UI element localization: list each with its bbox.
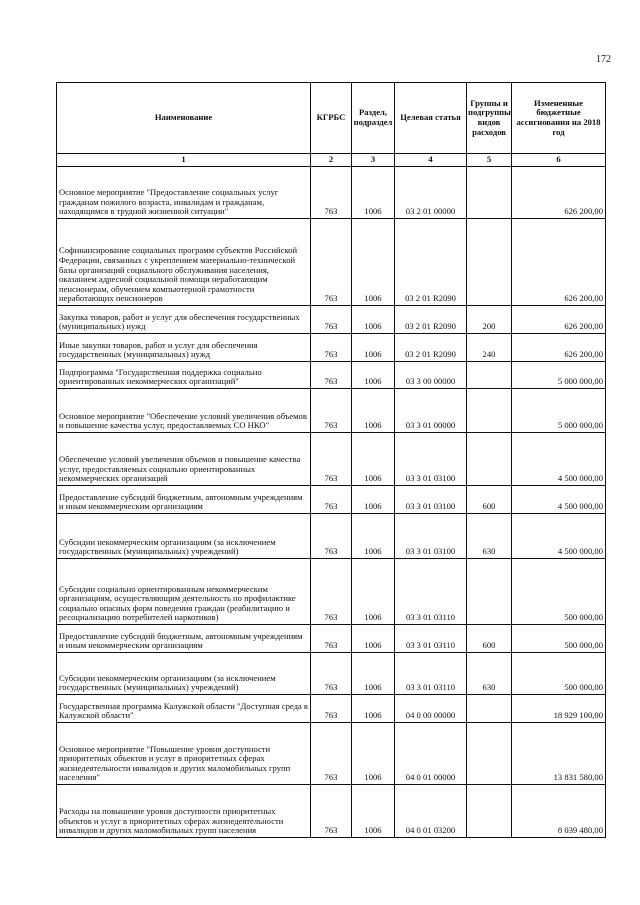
row-amount: 18 929 100,00 xyxy=(512,695,606,723)
row-amount: 13 831 580,00 xyxy=(512,723,606,785)
column-number-row xyxy=(57,154,606,167)
row-group xyxy=(467,433,512,486)
row-name: Основное мероприятие "Повышение уровня доступности приоритетных объектов и услуг в приоритетных сферах жизнедеятельности инвалидов и других маломобильных групп населения" xyxy=(57,723,311,785)
table-row xyxy=(57,723,606,785)
row-group: 200 xyxy=(467,306,512,334)
row-section: 1006 xyxy=(352,306,395,334)
table-row xyxy=(57,219,606,306)
row-target: 03 3 01 03110 xyxy=(395,559,467,625)
row-amount: 500 000,00 xyxy=(512,625,606,653)
row-group: 630 xyxy=(467,514,512,559)
row-target: 04 0 01 03200 xyxy=(395,785,467,838)
row-target: 03 3 00 00000 xyxy=(395,362,467,389)
column-number: 1 xyxy=(57,154,311,167)
column-number: 4 xyxy=(395,154,467,167)
row-name: Предоставление субсидий бюджетным, автономным учреждениям и иным некоммерческим организациям xyxy=(57,486,311,514)
row-section: 1006 xyxy=(352,389,395,433)
row-target: 03 3 01 03100 xyxy=(395,514,467,559)
header-kgrbs: КГРБС xyxy=(311,83,352,154)
row-kgrbs: 763 xyxy=(311,389,352,433)
row-name: Основное мероприятие "Предоставление социальных услуг гражданам пожилого возраста, инвалидам и гражданам, находящимся в трудной жизненной ситуации" xyxy=(57,167,311,219)
table-row xyxy=(57,625,606,653)
row-section: 1006 xyxy=(352,167,395,219)
page-number: 172 xyxy=(596,54,611,65)
row-section: 1006 xyxy=(352,653,395,695)
row-section: 1006 xyxy=(352,362,395,389)
row-kgrbs: 763 xyxy=(311,486,352,514)
row-amount: 5 000 000,00 xyxy=(512,362,606,389)
table-row xyxy=(57,334,606,362)
row-section: 1006 xyxy=(352,219,395,306)
row-kgrbs: 763 xyxy=(311,785,352,838)
column-number: 2 xyxy=(311,154,352,167)
row-kgrbs: 763 xyxy=(311,625,352,653)
row-section: 1006 xyxy=(352,486,395,514)
row-group xyxy=(467,695,512,723)
row-amount: 4 500 000,00 xyxy=(512,486,606,514)
row-section: 1006 xyxy=(352,514,395,559)
row-target: 03 3 01 03100 xyxy=(395,433,467,486)
table-row xyxy=(57,514,606,559)
row-group xyxy=(467,219,512,306)
row-kgrbs: 763 xyxy=(311,695,352,723)
row-kgrbs: 763 xyxy=(311,433,352,486)
row-target: 03 3 01 03100 xyxy=(395,486,467,514)
header-name: Наименование xyxy=(57,83,311,154)
row-amount: 626 200,00 xyxy=(512,167,606,219)
row-kgrbs: 763 xyxy=(311,334,352,362)
row-name: Предоставление субсидий бюджетным, автономным учреждениям и иным некоммерческим организациям xyxy=(57,625,311,653)
row-section: 1006 xyxy=(352,723,395,785)
header-amount: Измененные бюджетные ассигнования на 2018 год xyxy=(512,83,606,154)
row-name: Расходы на повышение уровня доступности приоритетных объектов и услуг в приоритетных сферах жизнедеятельности инвалидов и других маломобильных групп населения xyxy=(57,785,311,838)
row-kgrbs: 763 xyxy=(311,653,352,695)
row-name: Субсидии некоммерческим организациям (за исключением государственных (муниципальных) учреждений) xyxy=(57,514,311,559)
table-row xyxy=(57,486,606,514)
row-group: 630 xyxy=(467,653,512,695)
row-kgrbs: 763 xyxy=(311,219,352,306)
table-row xyxy=(57,695,606,723)
column-number: 3 xyxy=(352,154,395,167)
table-row xyxy=(57,653,606,695)
row-amount: 626 200,00 xyxy=(512,219,606,306)
row-name: Субсидии социально ориентированным некоммерческим организациям, осуществляющим деятельность по профилактике социально опасных форм поведения граждан (реабилитацию и ресоциализацию потребителей наркотиков) xyxy=(57,559,311,625)
row-section: 1006 xyxy=(352,695,395,723)
table-row xyxy=(57,362,606,389)
row-group xyxy=(467,785,512,838)
table-row xyxy=(57,785,606,838)
header-row xyxy=(57,83,606,154)
row-target: 04 0 00 00000 xyxy=(395,695,467,723)
row-target: 03 3 01 03110 xyxy=(395,653,467,695)
row-group xyxy=(467,167,512,219)
table-row xyxy=(57,167,606,219)
row-name: Государственная программа Калужской области "Доступная среда в Калужской области" xyxy=(57,695,311,723)
row-target: 03 2 01 R2090 xyxy=(395,219,467,306)
row-target: 04 0 01 00000 xyxy=(395,723,467,785)
row-group: 240 xyxy=(467,334,512,362)
row-section: 1006 xyxy=(352,559,395,625)
row-amount: 8 039 480,00 xyxy=(512,785,606,838)
row-group: 600 xyxy=(467,486,512,514)
row-target: 03 3 01 00000 xyxy=(395,389,467,433)
row-target: 03 3 01 03110 xyxy=(395,625,467,653)
row-amount: 500 000,00 xyxy=(512,653,606,695)
header-section: Раздел, подраздел xyxy=(352,83,395,154)
row-target: 03 2 01 00000 xyxy=(395,167,467,219)
row-amount: 5 000 000,00 xyxy=(512,389,606,433)
table-row xyxy=(57,306,606,334)
row-group: 600 xyxy=(467,625,512,653)
header-groups: Группы и подгруппы видов расходов xyxy=(467,83,512,154)
table-row xyxy=(57,389,606,433)
column-number: 5 xyxy=(467,154,512,167)
row-name: Закупка товаров, работ и услуг для обеспечения государственных (муниципальных) нужд xyxy=(57,306,311,334)
row-kgrbs: 763 xyxy=(311,362,352,389)
row-name: Основное мероприятие "Обеспечение условий увеличения объемов и повышение качества услуг, предоставляемых СО НКО" xyxy=(57,389,311,433)
row-kgrbs: 763 xyxy=(311,559,352,625)
row-name: Субсидии некоммерческим организациям (за исключением государственных (муниципальных) учреждений) xyxy=(57,653,311,695)
row-section: 1006 xyxy=(352,433,395,486)
header-target: Целевая статья xyxy=(395,83,467,154)
row-target: 03 2 01 R2090 xyxy=(395,306,467,334)
row-amount: 626 200,00 xyxy=(512,334,606,362)
row-name: Софинансирование социальных программ субъектов Российской Федерации, связанных с укреплением материально-технической базы организаций социального обслуживания населения, оказанием адресной социальной помощи неработающим пенсионерам, обучением компьютерной грамотности неработающих пенсионеров xyxy=(57,219,311,306)
row-group xyxy=(467,559,512,625)
row-amount: 500 000,00 xyxy=(512,559,606,625)
row-name: Подпрограмма "Государственная поддержка социально ориентированных некоммерческих организаций" xyxy=(57,362,311,389)
row-kgrbs: 763 xyxy=(311,167,352,219)
column-number: 6 xyxy=(512,154,606,167)
table-row xyxy=(57,559,606,625)
row-group xyxy=(467,389,512,433)
row-amount: 4 500 000,00 xyxy=(512,514,606,559)
row-section: 1006 xyxy=(352,625,395,653)
row-section: 1006 xyxy=(352,334,395,362)
row-group xyxy=(467,362,512,389)
row-kgrbs: 763 xyxy=(311,723,352,785)
row-kgrbs: 763 xyxy=(311,306,352,334)
row-amount: 626 200,00 xyxy=(512,306,606,334)
row-name: Иные закупки товаров, работ и услуг для обеспечения государственных (муниципальных) нужд xyxy=(57,334,311,362)
budget-table xyxy=(56,82,606,838)
row-target: 03 2 01 R2090 xyxy=(395,334,467,362)
row-name: Обеспечение условий увеличения объемов и повышение качества услуг, предоставляемых социально ориентированных некоммерческих организаций xyxy=(57,433,311,486)
row-section: 1006 xyxy=(352,785,395,838)
row-amount: 4 500 000,00 xyxy=(512,433,606,486)
table-row xyxy=(57,433,606,486)
row-group xyxy=(467,723,512,785)
row-kgrbs: 763 xyxy=(311,514,352,559)
